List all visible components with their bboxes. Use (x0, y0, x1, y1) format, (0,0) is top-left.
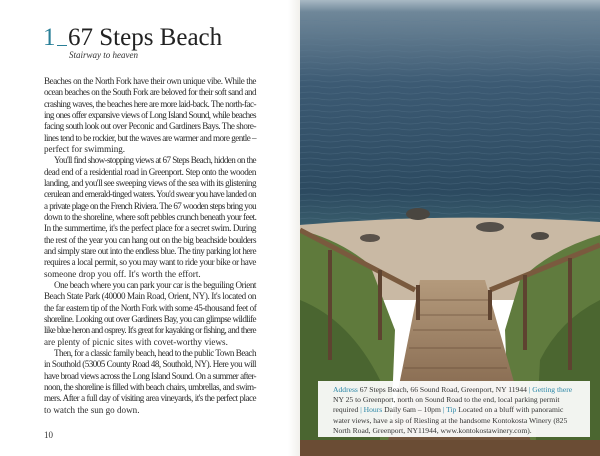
body-line: in Southold (53005 County Road 48, Southold, NY). Here you will (44, 359, 256, 370)
body-line: perfect for swimming. (44, 143, 126, 154)
body-line: lines tend to be rockier, but the waves are warmer and more gentle – (44, 132, 256, 143)
tip-value: Located on a bluff with panoramic water views, have a sip of Riesling at the handsome Kontokosta Winery (825 North Road, Greenport, NY11944, www.kontokostawinery.com). (333, 405, 568, 435)
body-line: landing, and you'll see sweeping views of the sea with its glistening (44, 177, 256, 188)
body-line: the far eastern tip of the North Fork with some 45-thousand feet of (44, 302, 257, 313)
body-line: You'll find show-stopping views at 67 Steps Beach, hidden on the (54, 155, 256, 166)
body-line: cerulean and emerald-tinged waters. You'd swear you have landed on (44, 189, 256, 200)
address-value: 67 Steps Beach, 66 Sound Road, Greenport, NY 11944 (359, 385, 527, 394)
page-number: 10 (44, 430, 53, 440)
page-gutter (288, 0, 300, 456)
info-caption (318, 381, 590, 437)
body-line: In the summertime, it's the perfect place for a secret swim. During (44, 223, 256, 234)
body-text (44, 76, 256, 416)
getting-there-value: NY 25 to Greenport, north on Sound Road to the end, local parking permit required (333, 395, 560, 415)
hours-label: Hours (363, 405, 383, 415)
body-line: ocean beaches on the South Fork are beloved for their soft sand and (44, 87, 256, 98)
body-line: facing south look out over Peconic and Gardiners Bays. The shore- (44, 121, 256, 132)
separator: | (442, 405, 445, 415)
body-line: requires a local permit, so you may want to ride your bike or have (44, 257, 256, 268)
body-line: have broad views across the Long Island Sound. On a summer after- (44, 370, 256, 381)
body-line: like blue heron and osprey. It's great for kayaking or fishing, and there (44, 325, 256, 336)
page-title: 67 Steps Beach (68, 24, 223, 51)
body-line: a private plage on the French Riviera. The 67 wooden steps bring you (44, 200, 256, 211)
getting-there-label: Getting there (532, 385, 573, 394)
chapter-number-rule (57, 45, 67, 46)
body-line: dead end of a residential road in Greenport. Step onto the wooden (44, 166, 256, 177)
body-line: to watch the sun go down. (44, 404, 140, 415)
body-line: mers. After a full day of visiting area vineyards, it's the perfect place (44, 393, 256, 404)
hours-value: Daily 6am – 10pm (384, 405, 441, 415)
body-line: someone drop you off. It's worth the effort. (44, 268, 201, 279)
body-line: One beach where you can park your car is the beguiling Orient (54, 279, 256, 290)
chapter-number: 1 (43, 24, 56, 51)
body-line: ing ones offer expansive views of Long Island Sound, while beaches (44, 109, 256, 120)
body-line: noon, the shoreline is filled with beach chairs, umbrellas, and swim- (44, 381, 256, 392)
address-label: Address (333, 385, 358, 394)
body-line: Beach State Park (40000 Main Road, Orient, NY). It's located on (44, 291, 256, 302)
separator: | (360, 405, 362, 415)
body-line: shoreline. Looking out over Gardiners Bay, you can glimpse wildlife (44, 313, 256, 324)
body-line: crashing waves, the beaches here are more laid-back. The north-fac- (44, 98, 256, 109)
body-line: the rest of the year you can hang out on the big beachside boulders (44, 234, 256, 245)
tip-label: Tip (446, 405, 457, 415)
page-subtitle: Stairway to heaven (69, 50, 138, 60)
body-line: Then, for a classic family beach, head to the public Town Beach (54, 347, 256, 358)
separator: | (528, 385, 531, 394)
body-line: down to the shoreline, where soft pebbles crunch beneath your feet. (44, 211, 257, 222)
body-line: and simply stare out into the endless blue. The tiny parking lot here (44, 245, 256, 256)
body-line: are plenty of picnic sites with covet-worthy views. (44, 336, 228, 347)
body-line: Beaches on the North Fork have their own unique vibe. While the (44, 76, 256, 86)
